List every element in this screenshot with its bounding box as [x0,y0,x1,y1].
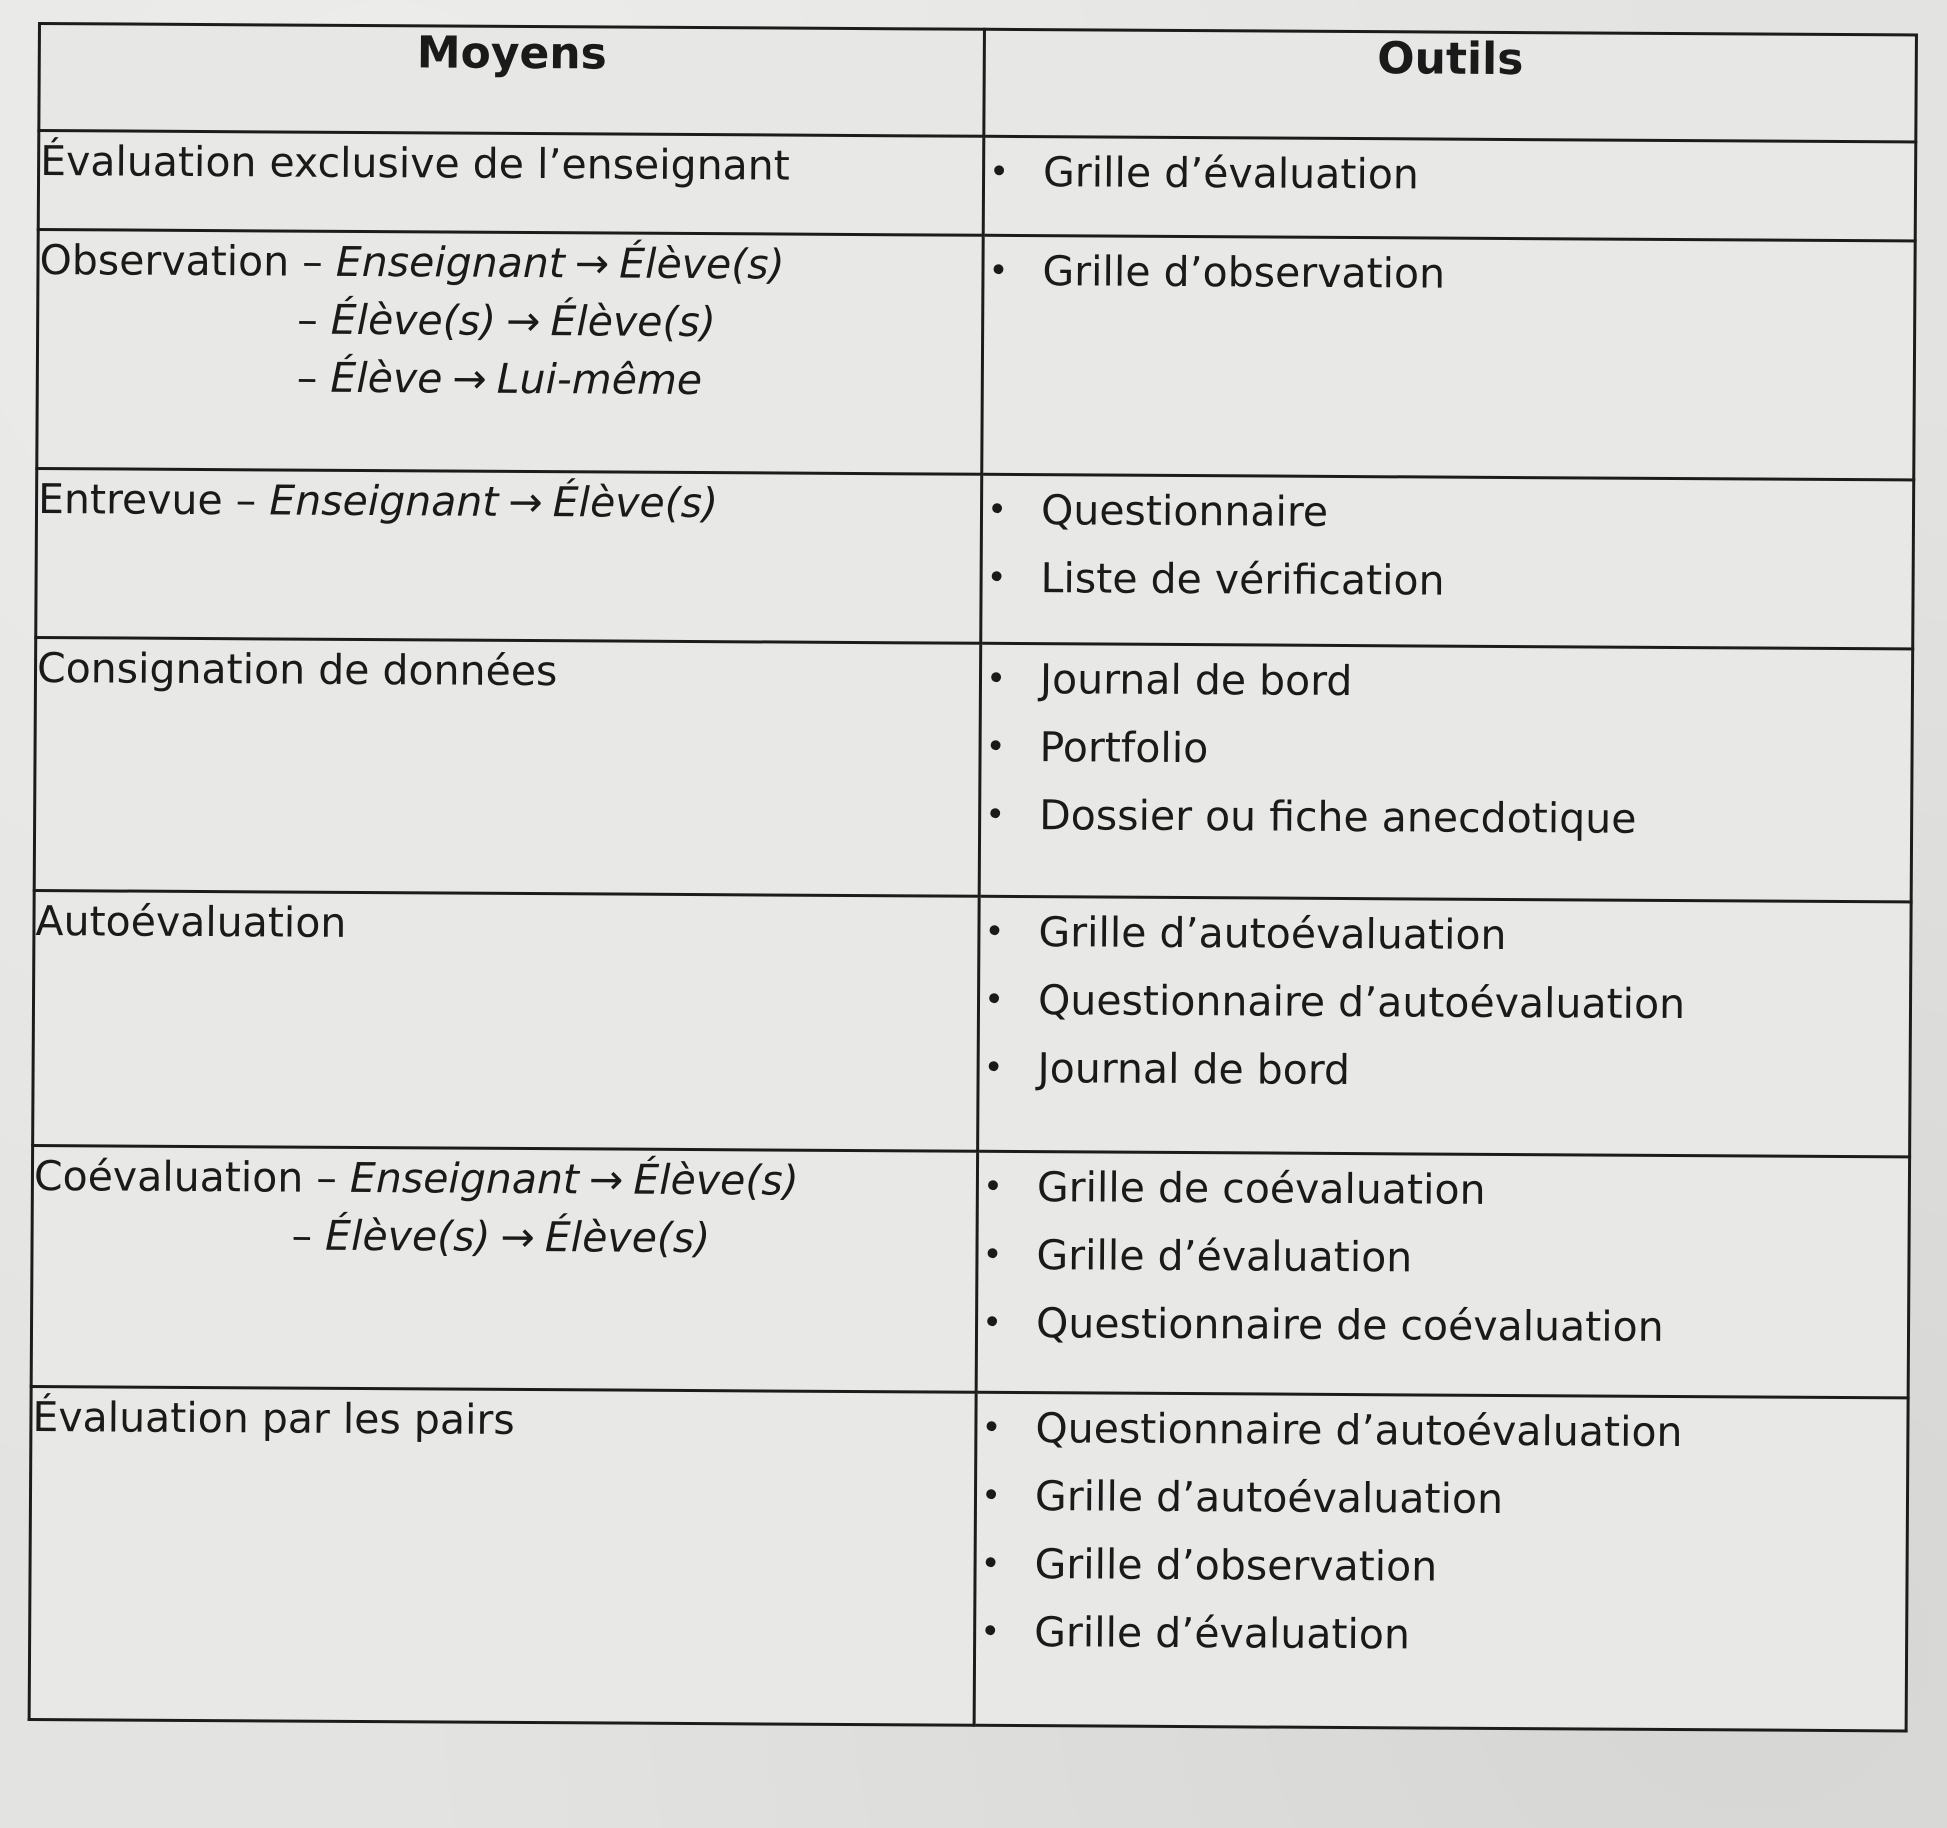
relation-from: Élève [330,353,443,403]
moyen-cell [36,469,982,644]
relation-from: Élève(s) [330,295,497,345]
relation-to: Élève(s) [633,1155,799,1205]
bullet-icon: • [988,151,1010,192]
tool-label: Grille d’évaluation [1034,1608,1411,1659]
bullet-icon: • [981,1407,1002,1448]
tools-list [982,476,1912,618]
bullet-icon: • [980,1543,1001,1584]
table-row [29,1386,1908,1730]
tool-label: Grille d’observation [1042,247,1446,298]
table-row [34,637,1913,901]
tool-label: Grille d’observation [1034,1540,1438,1591]
relation-from: Élève(s) [324,1211,491,1261]
outils-cell [978,896,1912,1157]
tools-list [984,237,1913,311]
tool-label: Grille d’autoévaluation [1034,1472,1504,1523]
bullet-icon: • [982,1166,1004,1207]
tools-list [985,138,1914,212]
tools-list [981,645,1911,855]
moyen-cell [33,890,980,1151]
outils-cell [981,474,1914,649]
tool-label: Grille d’évaluation [1036,1231,1413,1282]
tool-label: Dossier ou fiche anecdotique [1039,791,1637,843]
list-item [980,898,1909,972]
relation-to: Élève(s) [550,297,716,347]
tool-label: Liste de vérification [1040,554,1445,605]
moyen-line [39,231,981,295]
moyen-label: Entrevue [37,475,223,525]
moyen-label: Observation [39,236,290,286]
bullet-icon: • [986,557,1007,598]
arrow-icon: → [508,477,543,527]
tool-label: Journal de bord [1037,1044,1351,1095]
moyen-line [39,289,981,353]
header-row [39,24,1917,142]
moyen-label: Coévaluation [33,1151,304,1202]
bullet-icon: • [983,979,1005,1020]
list-item [981,713,1910,787]
outils-cell [976,1151,1909,1398]
bullet-icon: • [980,1475,1002,1516]
tool-label: Questionnaire d’autoévaluation [1035,1404,1683,1457]
outils-cell [974,1392,1908,1731]
list-item [983,476,1912,550]
bullet-icon: • [982,1234,1003,1275]
list-item [978,1289,1907,1363]
tools-list [978,1153,1908,1363]
dash-symbol: – [291,1211,313,1260]
bullet-icon: • [983,1047,1004,1088]
outils-cell [979,643,1913,902]
bullet-icon: • [986,489,1008,530]
moyen-line [33,1205,975,1269]
list-item [981,781,1910,855]
moyen-cell [34,637,981,896]
tool-label: Journal de bord [1039,655,1353,706]
list-item [977,1394,1906,1468]
moyen-label: Autoévaluation [35,897,347,947]
list-item [977,1462,1906,1536]
arrow-icon: → [500,1212,536,1262]
tool-label: Questionnaire [1040,486,1329,536]
moyen-cell [37,230,983,475]
relation-to: Élève(s) [544,1213,711,1263]
bullet-icon: • [985,658,1007,699]
outils-cell [983,136,1916,241]
list-item [979,1034,1908,1108]
relation-from: Enseignant [335,237,566,288]
relation-to: Élève(s) [552,478,719,528]
dash-symbol: – [296,353,318,402]
dash-symbol: – [297,295,318,344]
table-row [36,469,1914,649]
table-row [33,890,1912,1156]
tools-list [979,898,1909,1108]
list-item [980,966,1909,1040]
relation-to: Élève(s) [619,239,785,289]
moyen-cell [31,1145,977,1392]
moyen-cell [29,1386,976,1725]
bullet-icon: • [981,1302,1003,1343]
moyen-line [39,347,981,411]
bullet-icon: • [980,1611,1001,1652]
list-item [984,237,1913,311]
tool-label: Grille d’évaluation [1042,148,1420,199]
dash-symbol: – [316,1153,338,1202]
tool-label: Grille d’autoévaluation [1038,908,1507,959]
moyen-line [38,470,980,534]
bullet-icon: • [988,250,1009,291]
column-header-outils: Outils [984,29,1917,142]
moyen-label: Évaluation par les pairs [32,1392,515,1444]
list-item [976,1530,1905,1604]
table-container [28,22,1918,1732]
bullet-icon: • [985,794,1006,835]
list-item [985,138,1914,212]
tool-label: Portfolio [1039,723,1209,773]
bullet-icon: • [985,726,1006,767]
arrow-icon: → [505,296,541,346]
tool-label: Questionnaire d’autoévaluation [1037,976,1686,1029]
list-item [982,645,1911,719]
column-header-moyens: Moyens [39,24,985,137]
table-row [31,1145,1909,1397]
moyen-line [34,1147,976,1211]
relation-from: Enseignant [269,476,499,526]
relation-from: Enseignant [349,1153,580,1204]
list-item [979,1153,1908,1227]
relation-to: Lui-même [496,354,703,405]
arrow-icon: → [588,1155,624,1204]
arrow-icon: → [574,239,610,288]
tool-label: Questionnaire de coévaluation [1035,1299,1664,1351]
tool-label: Grille de coévaluation [1036,1163,1486,1214]
dash-symbol: – [235,476,257,525]
moyen-label: Évaluation exclusive de l’enseignant [40,137,790,190]
list-item [978,1221,1907,1295]
arrow-icon: → [452,354,487,403]
table-row [38,131,1916,241]
moyen-label: Consignation de données [36,644,558,696]
list-item [976,1598,1905,1672]
table-row [37,230,1915,480]
dash-symbol: – [302,237,323,286]
tools-list [976,1394,1907,1672]
evaluation-table [28,22,1918,1732]
list-item [982,544,1911,618]
outils-cell [982,235,1915,480]
moyen-cell [38,131,984,236]
bullet-icon: • [984,911,1005,952]
